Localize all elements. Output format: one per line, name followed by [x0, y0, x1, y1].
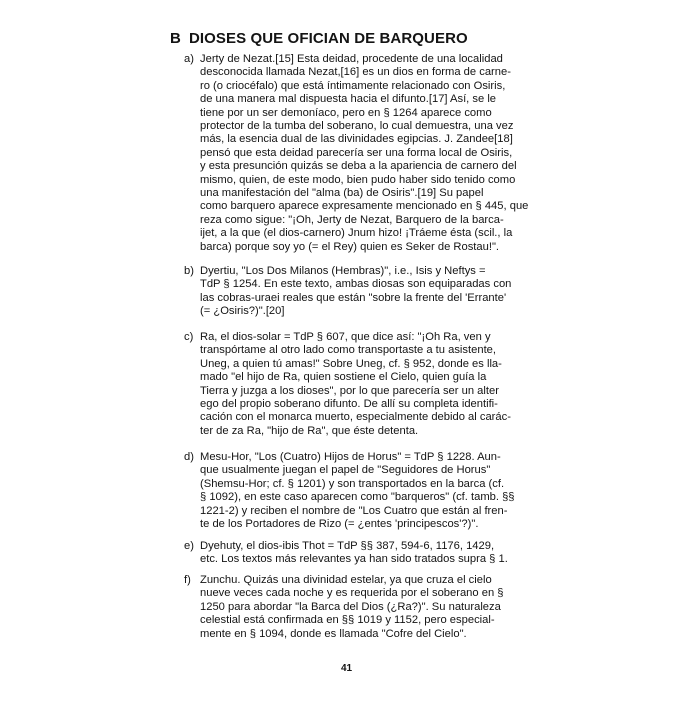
text-line: ego del propio soberano difunto. De allí su completa identifi- [200, 398, 498, 411]
entry-b [184, 265, 526, 319]
entry-d [184, 451, 526, 531]
text-line: reza como sigue: "¡Oh, Jerty de Nezat, Barquero de la barca- [200, 213, 504, 226]
text-line: barca) porque soy yo (= el Rey) quien es Seker de Rostau!". [200, 240, 500, 253]
text-line: de una manera mal dispuesta hacia el difunto.[17] Así, se le [200, 93, 497, 106]
text-line: desconocida llamada Nezat,[16] es un dios en forma de carne- [200, 66, 511, 79]
entry-text [200, 574, 526, 641]
entry-c [184, 331, 526, 438]
text-line: pensó que esta deidad parecería ser una forma local de Osiris, [200, 146, 513, 159]
text-line: ro (o criocéfalo) que está íntimamente relacionado con Osiris, [200, 79, 506, 92]
text-line: Tierra y juzga a los dioses", por lo que parecería ser un alter [200, 384, 499, 397]
text-line: te de los Portadores de Rizo (= ¿entes 'principescos'?)". [200, 518, 479, 531]
entry-e [184, 540, 526, 567]
entry-label: c) [184, 331, 194, 343]
text-line: mente en § 1094, donde es llamada "Cofre del Cielo". [200, 627, 467, 640]
text-line: que usualmente juegan el papel de "Seguidores de Horus" [200, 464, 491, 477]
entry-text [200, 53, 529, 254]
text-line: mismo, quien, de este modo, bien pudo haber sido tenido como [200, 173, 516, 186]
section-title: DIOSES QUE OFICIAN DE BARQUERO [188, 30, 468, 47]
entry-text [200, 265, 526, 319]
text-line: más, la esencia dual de las divinidades egipcias. J. Zandee[18] [200, 133, 513, 146]
text-line: ter de za Ra, "hijo de Ra", que éste detenta. [200, 424, 419, 437]
text-line: las cobras-uraei reales que están "sobre la frente del 'Errante' [200, 291, 507, 304]
entry-label: d) [184, 451, 194, 463]
text-line: Uneg, a quien tú amas!" Sobre Uneg, cf. § 952, donde es lla- [200, 357, 502, 370]
text-line: mado "el hijo de Ra, quien sostiene el Cielo, quien guía la [200, 371, 487, 384]
text-line: una manifestación del "alma (ba) de Osiris".[19] Su papel [200, 187, 484, 200]
page-number: 41 [341, 663, 353, 674]
text-line: nueve veces cada noche y es requerida por el soberano en § [200, 587, 504, 600]
text-line: ijet, a la que (el dios-carnero) Jnum hizo! ¡Tráeme ésta (scil., la [200, 227, 513, 240]
entry-text [200, 540, 526, 567]
text-line: transpórtame al otro lado como transportaste a tu asistente, [200, 344, 497, 357]
entry-label: f) [184, 574, 191, 586]
text-line: 1250 para abordar "la Barca del Dios (¿Ra?)". Su naturaleza [200, 600, 501, 613]
text-line: Dyertiu, "Los Dos Milanos (Hembras)", i.e., Isis y Neftys = [200, 265, 486, 277]
text-line: Dyehuty, el dios-ibis Thot = TdP §§ 387, 594-6, 1176, 1429, [200, 540, 495, 552]
entry-a [184, 53, 529, 254]
text-line: Jerty de Nezat.[15] Esta deidad, procedente de una localidad [200, 53, 503, 65]
text-line: protector de la tumba del soberano, lo cual demuestra, una vez [200, 120, 514, 133]
section-heading [170, 30, 468, 47]
text-line: 1221-2) y reciben el nombre de "Los Cuatro que están al fren- [200, 504, 508, 517]
text-line: TdP § 1254. En este texto, ambas diosas son equiparadas con [200, 278, 512, 291]
text-line: Mesu-Hor, "Los (Cuatro) Hijos de Horus" = TdP § 1228. Aun- [200, 451, 501, 463]
entry-text [200, 451, 526, 531]
text-line: Ra, el dios-solar = TdP § 607, que dice así: "¡Oh Ra, ven y [200, 331, 491, 343]
text-line: y esta presunción quizás se deba a la apariencia de carnero del [200, 160, 517, 173]
entry-f [184, 574, 526, 641]
text-line: § 1092), en este caso aparecen como "barqueros" (cf. tamb. §§ [200, 491, 515, 504]
entry-label: e) [184, 540, 194, 552]
entry-label: b) [184, 265, 194, 277]
text-line: Zunchu. Quizás una divinidad estelar, ya que cruza el cielo [200, 574, 492, 586]
text-line: (= ¿Osiris?)".[20] [200, 305, 285, 318]
text-line: cación con el monarca muerto, especialmente debido al carác- [200, 411, 511, 424]
entry-text [200, 331, 526, 438]
text-line: etc. Los textos más relevantes ya han sido tratados supra § 1. [200, 553, 508, 566]
entry-label: a) [184, 53, 194, 65]
text-line: (Shemsu-Hor; cf. § 1201) y son transportados en la barca (cf. [200, 477, 505, 490]
text-line: celestial está confirmada en §§ 1019 y 1152, pero especial- [200, 614, 495, 627]
section-number: B [170, 30, 181, 47]
text-line: como barquero aparece expresamente mencionado en § 445, que [200, 200, 529, 213]
text-line: tiene por un ser demoníaco, pero en § 1264 aparece como [200, 106, 492, 119]
